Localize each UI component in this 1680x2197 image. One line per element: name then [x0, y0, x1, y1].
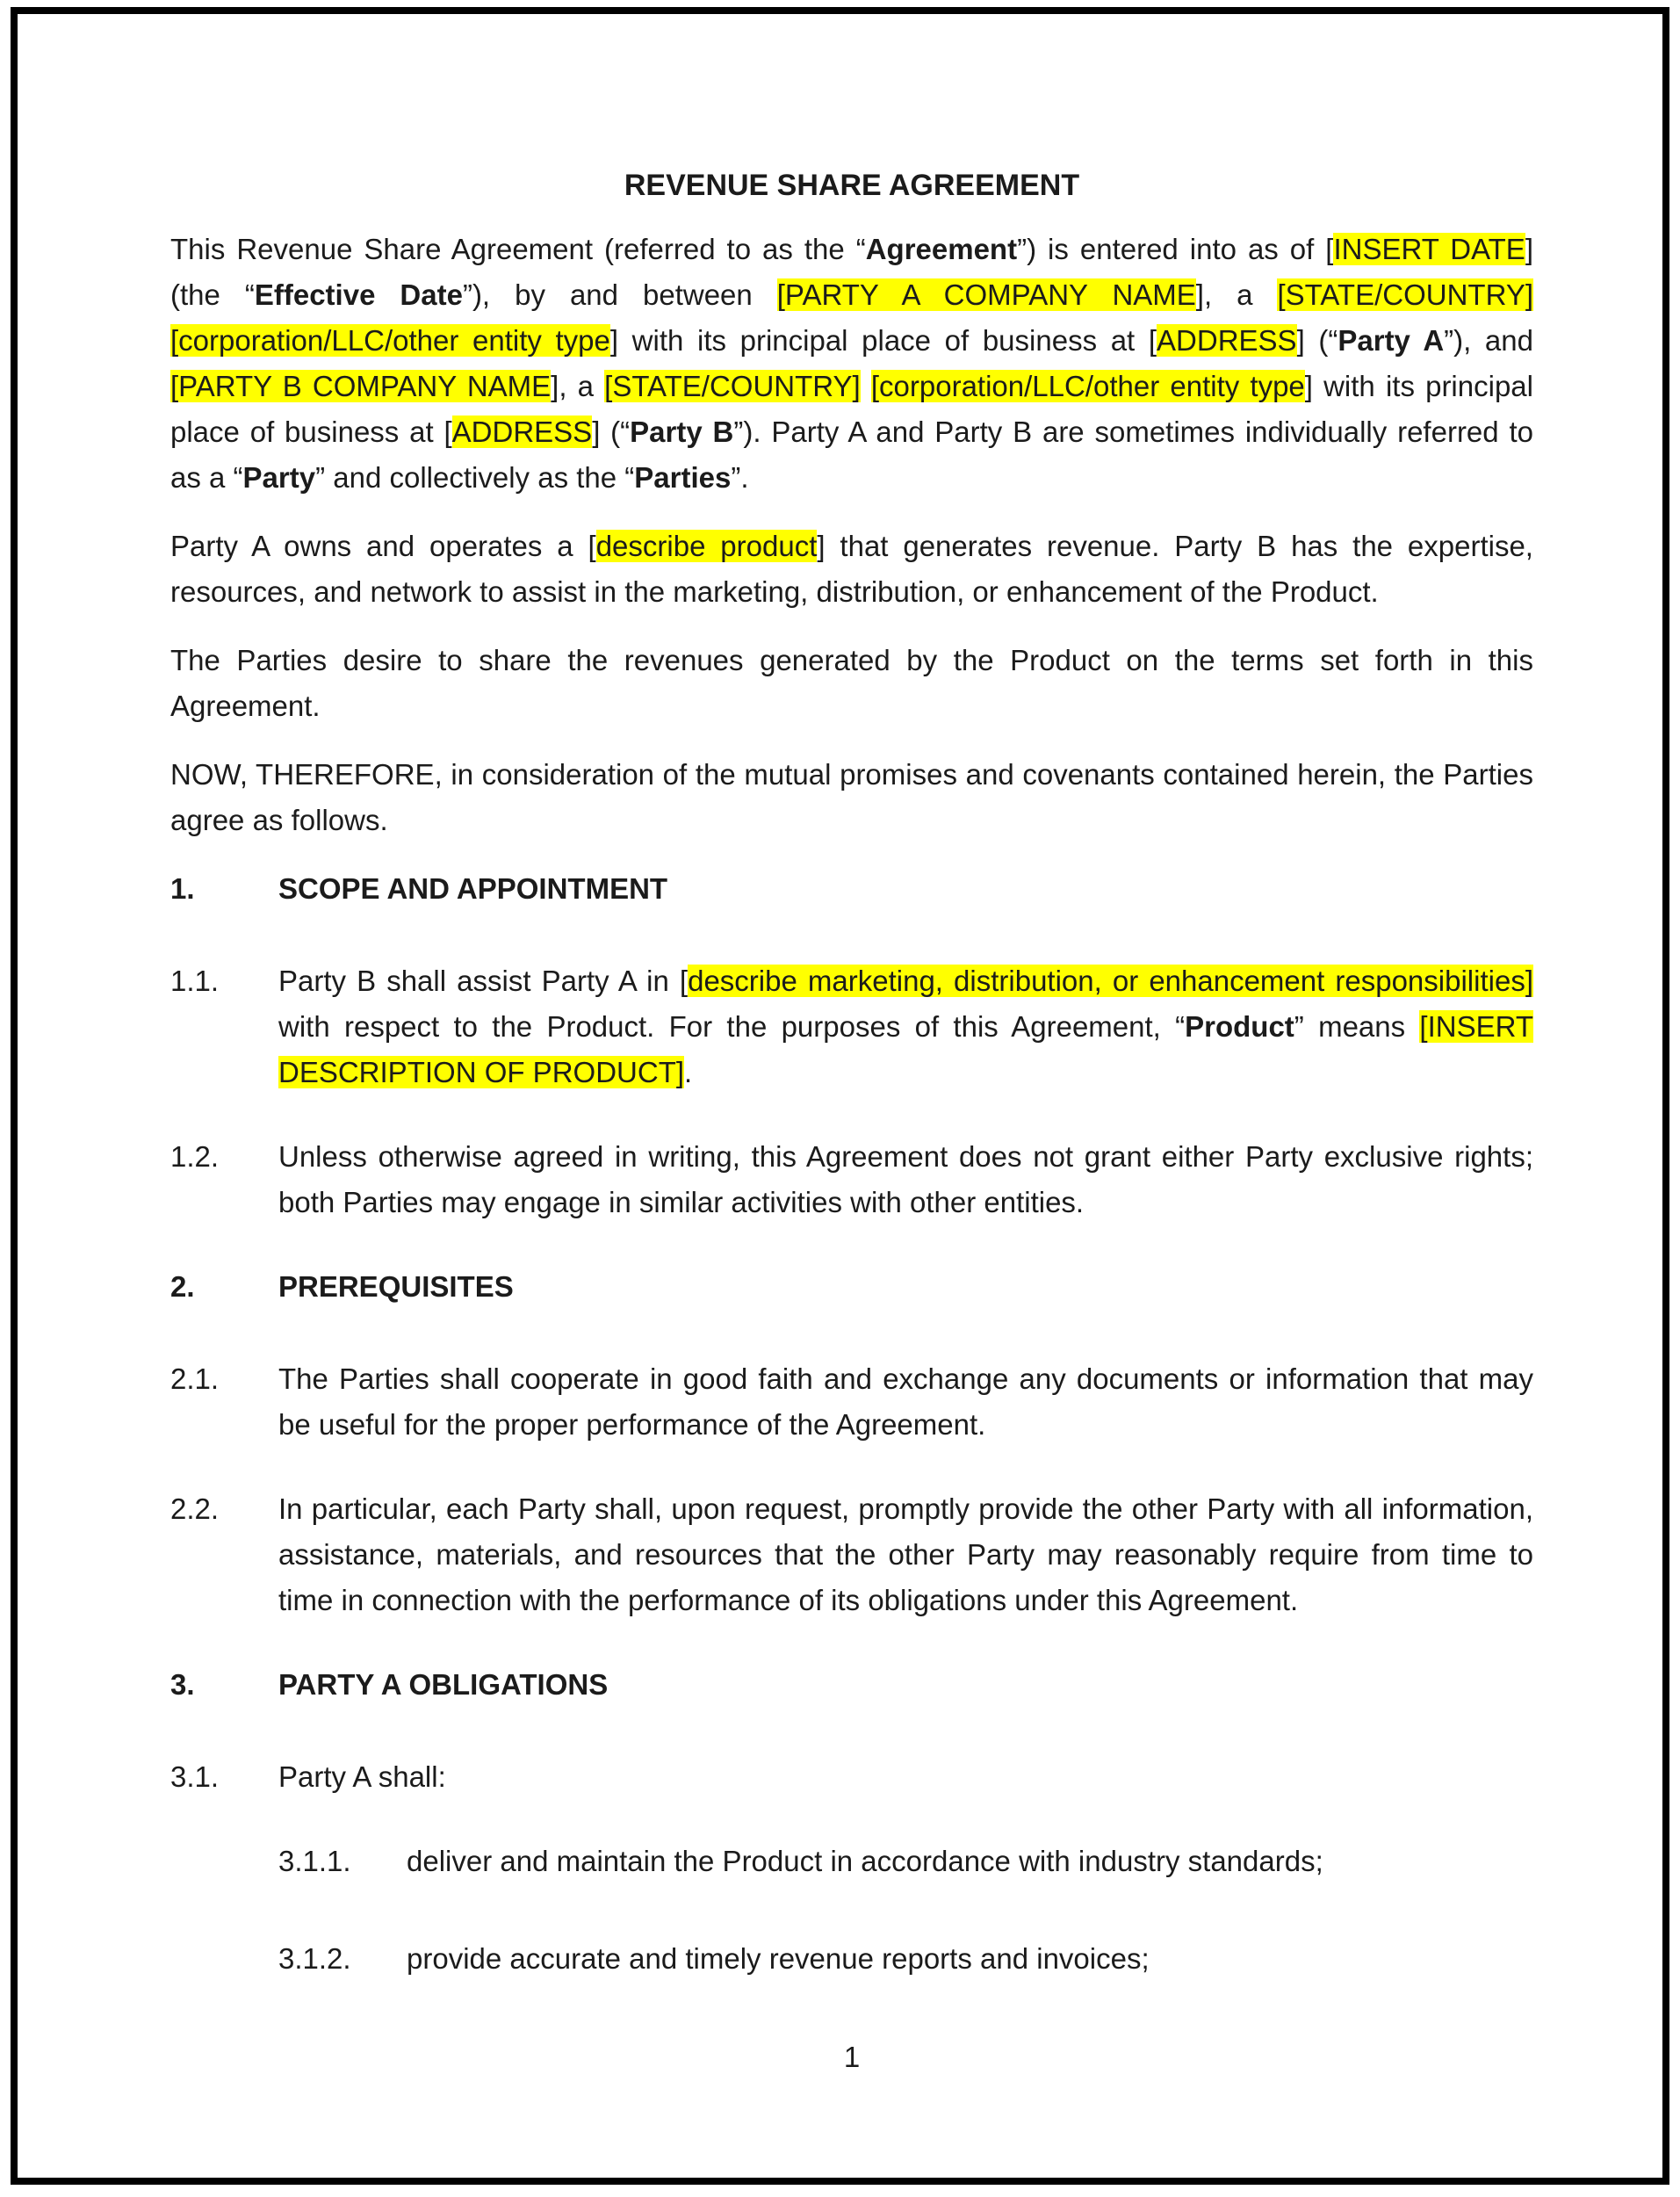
text-run: The Parties desire to share the revenues generated by the Product on the terms set forth in this Agreement. — [170, 644, 1533, 722]
text-run: SCOPE AND APPOINTMENT — [278, 872, 668, 905]
text-run — [861, 370, 871, 402]
placeholder-highlight: [PARTY A COMPANY NAME — [776, 278, 1196, 311]
text-run: The Parties shall cooperate in good faith and exchange any documents or information that may be useful for the proper performance of the Agreement. — [278, 1362, 1533, 1441]
text-run: ” and collectively as the “ — [315, 461, 635, 494]
paragraph — [170, 524, 1533, 615]
clause-text — [278, 1270, 514, 1303]
clause-text — [278, 1362, 1533, 1441]
text-run: ”) is entered into as of [ — [1017, 233, 1334, 265]
text-run: In particular, each Party shall, upon request, promptly provide the other Party with all information, assistance, materials, and resources that the other Party may reasonably require from time to time in connection with the performance of its obligations under this Agreement. — [278, 1492, 1533, 1616]
text-run: provide accurate and timely revenue reports and invoices; — [407, 1942, 1150, 1975]
text-run: NOW, THEREFORE, in consideration of the mutual promises and covenants contained herein, the Parties agree as follows. — [170, 758, 1533, 836]
clause-number: 3.1.1. — [278, 1845, 351, 1877]
text-run: Party B shall assist Party A in [ — [278, 965, 689, 997]
text-run: ], a — [551, 370, 605, 402]
clause-number: 1. — [170, 872, 195, 905]
placeholder-highlight: ADDRESS — [451, 416, 593, 448]
clause-number: 2.1. — [170, 1362, 220, 1395]
text-run: ] with its principal place of business at [ — [609, 324, 1157, 357]
clause-text — [278, 1492, 1533, 1616]
text-run: Unless otherwise agreed in writing, this Agreement does not grant either Party exclusive rights; both Parties may engage in similar activities with other entities. — [278, 1140, 1533, 1218]
clause-text — [278, 1760, 446, 1793]
placeholder-highlight: [corporation/LLC/other entity type — [870, 370, 1305, 402]
document-body — [170, 163, 1533, 2034]
text-run: ] that generates revenue. Party B has the expertise, resources, and network to assist in the marketing, distribution, or enhancement of the Product. — [170, 530, 1533, 608]
text-run: ”), by and between — [462, 278, 777, 311]
text-run: with respect to the Product. For the purposes of this Agreement, “ — [278, 1010, 1186, 1043]
bold-text-run: Party — [242, 461, 316, 494]
text-run: ”), and — [1444, 324, 1533, 357]
placeholder-highlight: [corporation/LLC/other entity type — [170, 324, 610, 357]
section-heading — [170, 866, 1533, 912]
text-run: PARTY A OBLIGATIONS — [278, 1668, 609, 1701]
text-run: ”). Party A and Party B are sometimes individually referred to as a “ — [170, 416, 1533, 494]
text-run: deliver and maintain the Product in accordance with industry standards; — [407, 1845, 1323, 1877]
clause-number: 2. — [170, 1270, 195, 1303]
bold-text-run: Agreement — [865, 233, 1018, 265]
clause-item — [170, 1754, 1533, 1800]
clause-number: 3.1.2. — [278, 1942, 351, 1975]
page-title: REVENUE SHARE AGREEMENT — [624, 169, 1080, 202]
clause-text — [278, 1668, 608, 1701]
placeholder-highlight: describe product — [595, 530, 818, 562]
clause-item — [170, 1486, 1533, 1623]
bold-text-run: Product — [1185, 1010, 1294, 1043]
clause-number: 3. — [170, 1668, 195, 1701]
text-run: ” means — [1294, 1010, 1420, 1043]
placeholder-highlight: [STATE/COUNTRY] — [604, 370, 861, 402]
section-heading — [170, 1264, 1533, 1310]
clause-number: 1.2. — [170, 1140, 220, 1173]
clause-text — [407, 1942, 1150, 1975]
text-run: Party A shall: — [278, 1760, 446, 1793]
section-heading — [170, 1662, 1533, 1708]
bold-text-run: Party A — [1338, 324, 1445, 357]
placeholder-highlight: INSERT DATE — [1333, 233, 1525, 265]
bold-text-run: Effective Date — [254, 278, 463, 311]
clause-text — [407, 1845, 1323, 1877]
bold-text-run: Party B — [630, 416, 734, 448]
text-run: ”. — [731, 461, 749, 494]
page-number: 1 — [843, 2041, 861, 2073]
placeholder-highlight: ADDRESS — [1157, 324, 1297, 357]
text-run: This Revenue Share Agreement (referred to as the “ — [170, 233, 866, 265]
clause-item — [170, 958, 1533, 1095]
clause-text — [278, 1140, 1533, 1218]
text-run: ] (“ — [1296, 324, 1338, 357]
clause-number: 3.1. — [170, 1760, 220, 1793]
clause-item — [170, 1839, 1533, 1884]
paragraph — [170, 227, 1533, 501]
text-run: ] (“ — [592, 416, 631, 448]
bold-text-run: Parties — [634, 461, 732, 494]
text-run: PREREQUISITES — [278, 1270, 514, 1303]
clause-item — [170, 1356, 1533, 1448]
text-run: ] with its principal place of business at [ — [170, 370, 1533, 448]
text-run: Party A owns and operates a [ — [170, 530, 596, 562]
clause-item — [170, 1134, 1533, 1225]
clause-text — [278, 872, 667, 905]
paragraph — [170, 638, 1533, 729]
placeholder-highlight: [INSERT DESCRIPTION OF PRODUCT] — [278, 1010, 1534, 1088]
clause-text — [278, 965, 1533, 1088]
clause-item — [170, 1936, 1533, 1982]
paragraph — [170, 752, 1533, 843]
clause-number: 2.2. — [170, 1492, 220, 1525]
placeholder-highlight: describe marketing, distribution, or enhancement responsibilities] — [688, 965, 1533, 997]
placeholder-highlight: [STATE/COUNTRY] — [1277, 278, 1534, 311]
placeholder-highlight: [PARTY B COMPANY NAME — [170, 370, 552, 402]
clause-number: 1.1. — [170, 965, 220, 997]
text-run: ] (the “ — [170, 233, 1533, 311]
text-run: . — [684, 1056, 693, 1088]
text-run: ], a — [1195, 278, 1278, 311]
